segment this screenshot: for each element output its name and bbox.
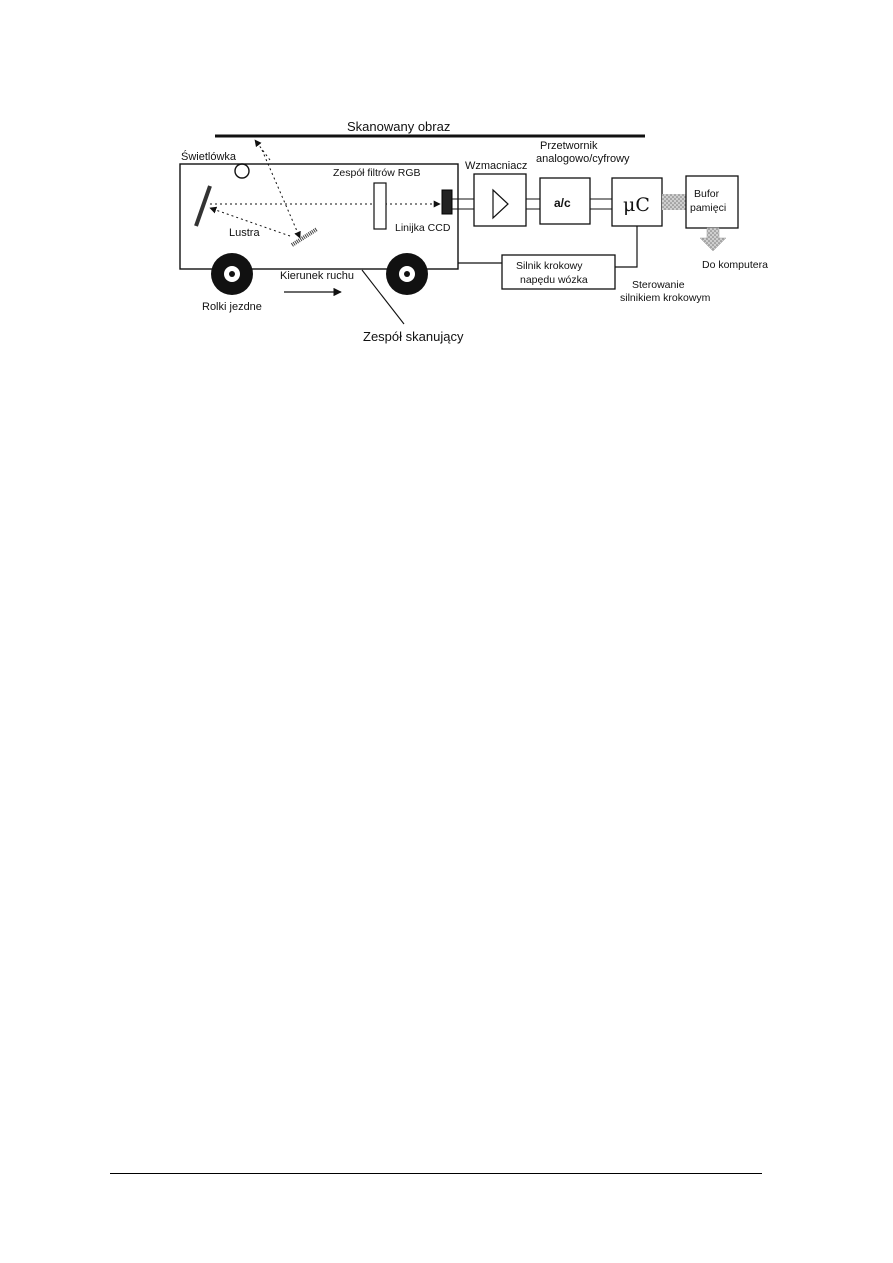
direction-label: Kierunek ruchu: [280, 270, 354, 282]
lamp-icon: [235, 164, 249, 178]
scanned-image-label: Skanowany obraz: [347, 119, 451, 134]
adc-label-line1: Przetwornik: [540, 140, 598, 152]
buffer-label-line2: pamięci: [690, 202, 727, 214]
rgb-filter: [374, 183, 386, 229]
to-computer-label: Do komputera: [702, 259, 768, 271]
light-ray-2: [262, 150, 300, 238]
mirror-left: [196, 186, 210, 226]
data-bus-arrow: [662, 194, 688, 210]
motor-label-line1: Silnik krokowy: [516, 260, 583, 272]
lamp-label: Świetlówka: [181, 151, 237, 163]
mcu-block-label: μC: [623, 194, 650, 216]
amplifier-label: Wzmacniacz: [465, 160, 528, 172]
to-computer-arrow: [700, 228, 726, 251]
footer-rule: [110, 1173, 762, 1174]
buffer-label-line1: Bufor: [694, 188, 720, 200]
roller-left: [211, 253, 253, 295]
adc-block-label: a/c: [554, 196, 571, 210]
scanning-carriage: [180, 164, 458, 269]
rollers-label: Rolki jezdne: [202, 301, 262, 313]
motor-control-wire: [615, 226, 637, 267]
ccd-label: Linijka CCD: [395, 222, 451, 234]
mirror-bottom: [292, 229, 317, 245]
motor-label-line2: napędu wózka: [520, 274, 588, 286]
roller-right: [386, 253, 428, 295]
rgb-filter-label: Zespół filtrów RGB: [333, 167, 421, 179]
mirrors-label: Lustra: [229, 227, 260, 239]
control-label-line2: silnikiem krokowym: [620, 292, 711, 304]
ccd-sensor: [442, 190, 452, 214]
amplifier-block: [474, 174, 526, 226]
adc-label-line2: analogowo/cyfrowy: [536, 153, 630, 165]
control-label-line1: Sterowanie: [632, 279, 685, 291]
scanning-unit-label: Zespół skanujący: [363, 329, 464, 344]
